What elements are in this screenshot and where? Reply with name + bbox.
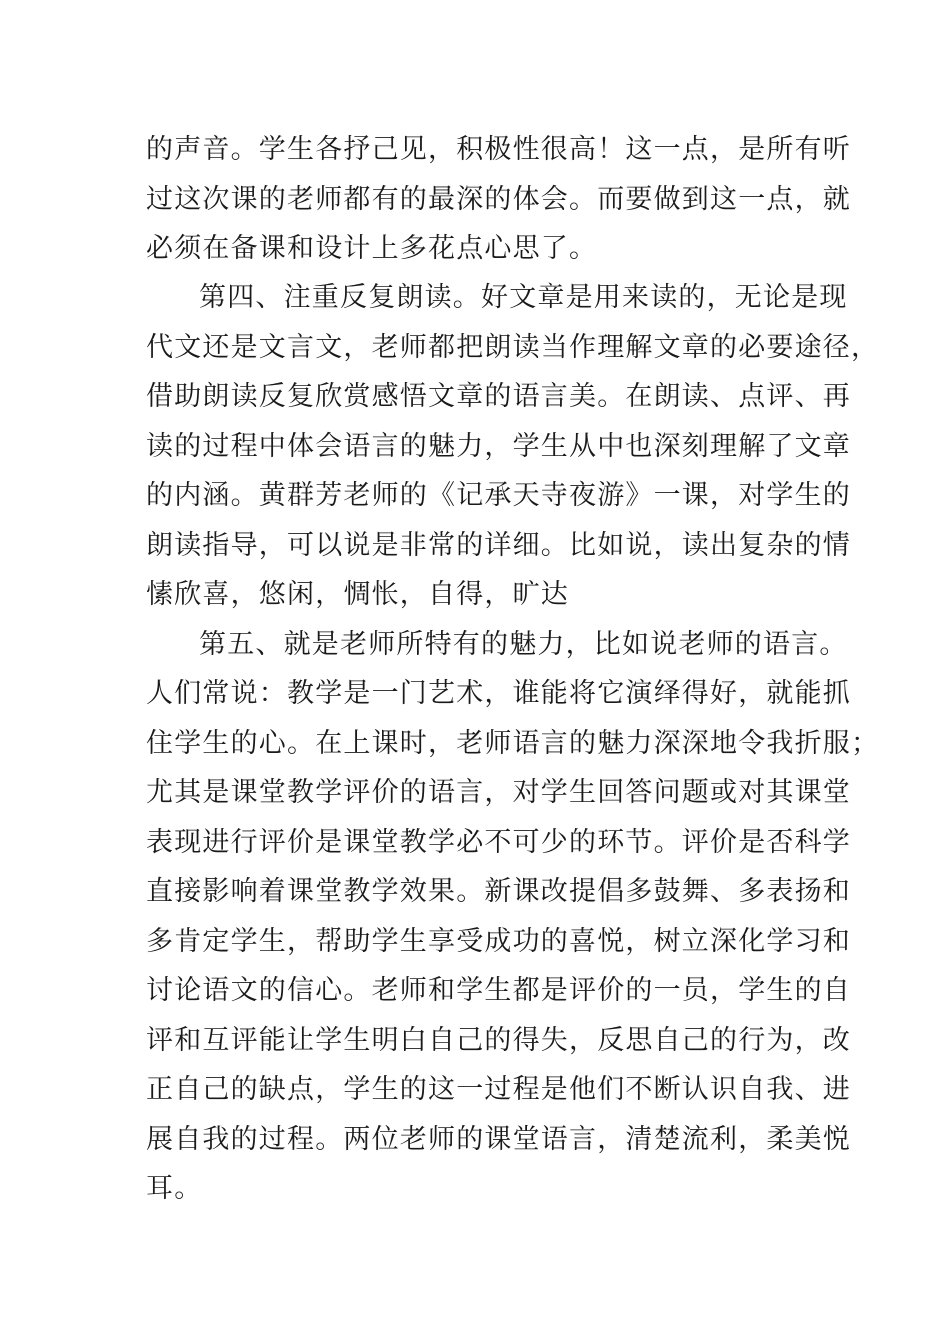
paragraph-start-line: 第四、注重反复朗读。好文章是用来读的，无论是现 xyxy=(199,282,848,313)
text-line: 借助朗读反复欣赏感悟文章的语言美。在朗读、点评、再 xyxy=(146,381,851,412)
text-line: 耳。 xyxy=(146,1173,203,1204)
text-line: 读的过程中体会语言的魅力，学生从中也深刻理解了文章 xyxy=(146,431,851,462)
text-line: 正自己的缺点，学生的这一过程是他们不断认识自我、进 xyxy=(146,1074,851,1105)
text-line: 必须在备课和设计上多花点心思了。 xyxy=(146,233,598,264)
text-line: 代文还是文言文，老师都把朗读当作理解文章的必要途径， xyxy=(146,332,880,363)
text-line: 表现进行评价是课堂教学必不可少的环节。评价是否科学 xyxy=(146,827,851,858)
paragraph-start-line: 第五、就是老师所特有的魅力，比如说老师的语言。 xyxy=(199,629,848,660)
text-line: 的声音。学生各抒己见，积极性很高！这一点，是所有听 xyxy=(146,134,851,165)
text-line: 展自我的过程。两位老师的课堂语言，清楚流利，柔美悦 xyxy=(146,1124,851,1155)
text-line: 住学生的心。在上课时，老师语言的魅力深深地令我折服； xyxy=(146,728,880,759)
text-line: 多肯定学生，帮助学生享受成功的喜悦，树立深化学习和 xyxy=(146,926,851,957)
text-line: 愫欣喜，悠闲，惆怅，自得，旷达 xyxy=(146,579,569,610)
text-line: 朗读指导，可以说是非常的详细。比如说，读出复杂的情 xyxy=(146,530,851,561)
text-line: 评和互评能让学生明白自己的得失，反思自己的行为，改 xyxy=(146,1025,851,1056)
text-line: 过这次课的老师都有的最深的体会。而要做到这一点，就 xyxy=(146,184,851,215)
text-line: 人们常说：教学是一门艺术，谁能将它演绎得好，就能抓 xyxy=(146,678,851,709)
text-line: 直接影响着课堂教学效果。新课改提倡多鼓舞、多表扬和 xyxy=(146,876,851,907)
text-line: 尤其是课堂教学评价的语言，对学生回答问题或对其课堂 xyxy=(146,777,851,808)
text-line: 讨论语文的信心。老师和学生都是评价的一员，学生的自 xyxy=(146,975,851,1006)
text-line: 的内涵。黄群芳老师的《记承天寺夜游》一课，对学生的 xyxy=(146,480,851,511)
